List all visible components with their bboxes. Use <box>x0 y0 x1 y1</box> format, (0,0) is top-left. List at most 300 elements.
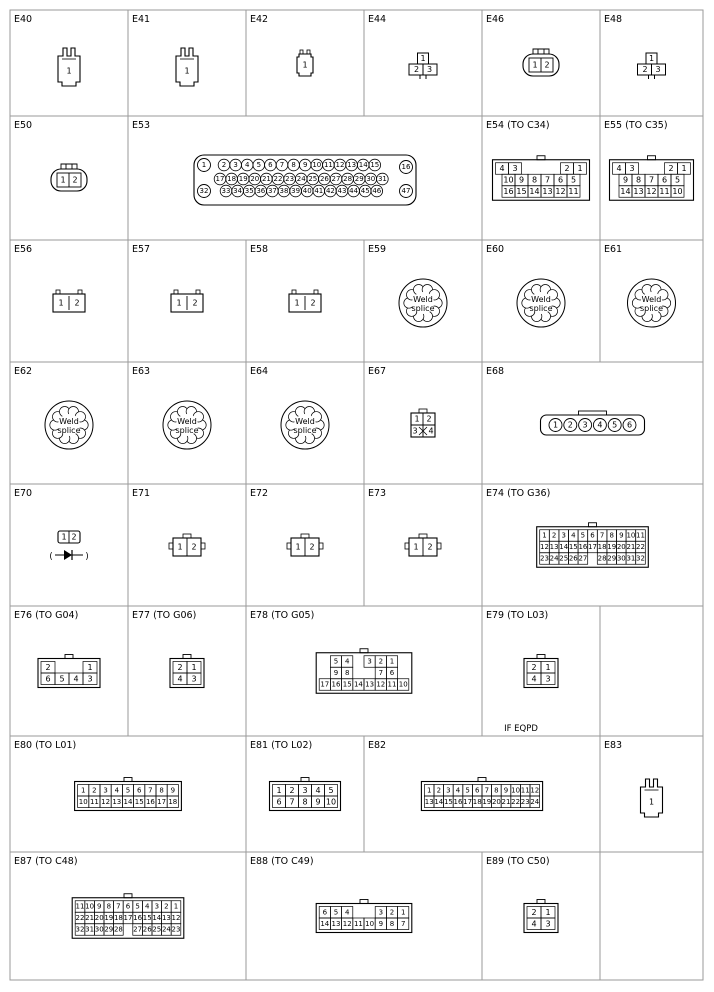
pin-label: 6 <box>276 797 282 807</box>
pin-label: 30 <box>616 554 626 563</box>
pin-label: 4 <box>616 164 622 173</box>
pin-label: 1 <box>87 662 93 672</box>
pin-label: 12 <box>171 914 181 922</box>
connector-id-label: E44 <box>368 14 387 25</box>
pin-label: 3 <box>545 674 551 684</box>
pin-label: 14 <box>353 680 363 689</box>
pin-label: 3 <box>446 786 451 795</box>
pin-label: 1 <box>577 164 583 173</box>
pin-label: 1 <box>420 54 426 63</box>
weld-text: Weld <box>177 417 197 426</box>
pin-label: 2 <box>71 532 77 542</box>
pin-label: 14 <box>123 797 133 806</box>
pin-label: 6 <box>136 786 142 795</box>
pin-label: 1 <box>545 907 551 917</box>
pin-label: 6 <box>125 902 131 911</box>
pin-label: 16 <box>145 797 155 806</box>
pin-label: 6 <box>322 908 328 917</box>
connector-id-label: E53 <box>132 120 151 131</box>
connector-id-label: E68 <box>486 366 505 377</box>
pin-label: 1 <box>184 66 190 76</box>
pin-label: 34 <box>233 187 243 195</box>
pin-label: 15 <box>516 187 527 196</box>
pin-label: 8 <box>635 175 642 185</box>
pin-label: 2 <box>531 662 537 672</box>
pin-label: 16 <box>331 680 341 689</box>
splice-text: splice <box>175 426 199 435</box>
pin-label: 3 <box>512 164 518 173</box>
pin-label: 13 <box>424 797 434 806</box>
pin-label: 5 <box>59 674 65 684</box>
pin-label: 12 <box>335 161 345 169</box>
pin-label: 1 <box>414 414 420 424</box>
connector-id-label: E58 <box>250 244 269 255</box>
pin-label: 10 <box>511 786 521 795</box>
pin-label: 2 <box>191 542 197 552</box>
connector-id-label: E77 (TO G06) <box>132 610 197 621</box>
connector-id-label: E76 (TO G04) <box>14 610 79 621</box>
pin-label: 40 <box>302 187 312 195</box>
pin-label: 9 <box>378 919 384 928</box>
pin-label: 14 <box>358 161 368 169</box>
pin-label: 11 <box>659 187 670 196</box>
pin-label: 2 <box>426 414 432 424</box>
pin-label: 18 <box>472 797 482 806</box>
pin-label: 1 <box>545 662 551 672</box>
splice-text: splice <box>529 304 553 313</box>
pin-label: 26 <box>142 925 152 934</box>
pin-label: 9 <box>518 175 525 185</box>
pin-label: 7 <box>289 797 295 807</box>
pin-label: 4 <box>315 785 321 795</box>
connector-id-label: E56 <box>14 244 33 255</box>
pin-label: 21 <box>261 175 271 183</box>
pin-label: 11 <box>89 797 99 806</box>
connector-id-label: E73 <box>368 488 387 499</box>
pin-label: 2 <box>192 298 198 308</box>
pin-label: 33 <box>221 187 231 195</box>
pin-label: 2 <box>413 65 420 74</box>
connector-id-label: E79 (TO L03) <box>486 610 549 621</box>
pin-label: 4 <box>499 164 505 173</box>
connector-id-label: E61 <box>604 244 623 255</box>
pin-label: 17 <box>588 543 597 551</box>
pin-label: 24 <box>530 797 540 806</box>
pin-label: 1 <box>58 298 64 308</box>
connector-id-label: E40 <box>14 14 33 25</box>
pin-label: 2 <box>531 907 537 917</box>
connector-id-label: E46 <box>486 14 505 25</box>
pin-label: 20 <box>616 543 626 551</box>
pin-label: 10 <box>312 161 322 169</box>
pin-label: 5 <box>570 175 577 185</box>
pin-label: 9 <box>96 902 102 911</box>
pin-label: 6 <box>389 669 395 677</box>
pin-label: 6 <box>661 175 668 185</box>
pin-label: 15 <box>142 914 152 922</box>
pin-label: 13 <box>633 187 644 196</box>
pin-label: 22 <box>273 175 283 183</box>
pin-label: 1 <box>61 532 67 542</box>
pin-label: 8 <box>302 797 308 807</box>
pin-label: 1 <box>295 542 301 552</box>
pin-label: 3 <box>233 161 238 169</box>
pin-label: 12 <box>101 797 111 806</box>
connector-id-label: E54 (TO C34) <box>486 120 550 131</box>
pin-label: 9 <box>622 175 629 185</box>
pin-label: 18 <box>168 797 178 806</box>
pin-label: 11 <box>353 919 363 928</box>
pin-label: 13 <box>542 187 553 196</box>
pin-label: 4 <box>597 420 603 430</box>
pin-label: 1 <box>302 60 308 70</box>
pin-label: 32 <box>75 925 85 934</box>
connector-id-label: E50 <box>14 120 33 131</box>
pin-label: 29 <box>104 925 114 934</box>
pin-label: 7 <box>148 786 153 795</box>
pin-label: 13 <box>365 680 375 689</box>
pin-label: 9 <box>170 786 176 795</box>
connector-id-label: E64 <box>250 366 269 377</box>
pin-label: 7 <box>279 161 285 169</box>
pin-label: 12 <box>376 680 386 689</box>
pin-label: 7 <box>484 786 490 795</box>
pin-label: 25 <box>559 554 569 563</box>
pin-label: 45 <box>360 187 370 195</box>
pin-label: 4 <box>177 674 183 684</box>
pin-label: 6 <box>557 175 564 185</box>
pin-label: 19 <box>607 543 617 551</box>
pin-label: 12 <box>530 786 540 795</box>
pin-label: 31 <box>377 175 387 183</box>
pin-label: 14 <box>434 797 444 806</box>
pin-label: 27 <box>578 554 588 563</box>
pin-label: 9 <box>302 161 308 169</box>
pin-label: 5 <box>328 785 334 795</box>
pin-label: 12 <box>646 187 657 196</box>
pin-label: 19 <box>238 175 248 183</box>
pin-label: 5 <box>674 175 681 185</box>
pin-label: 2 <box>72 175 78 185</box>
pin-label: 21 <box>501 797 511 806</box>
pin-label: 15 <box>568 543 578 551</box>
pin-label: 47 <box>401 187 411 195</box>
pin-label: 17 <box>215 175 225 183</box>
pin-label: 14 <box>152 914 162 922</box>
pin-label: 12 <box>540 543 549 551</box>
pin-label: 6 <box>626 420 633 430</box>
pin-label: 2 <box>551 531 557 540</box>
pin-label: 2 <box>221 161 227 169</box>
pin-label: 26 <box>319 175 329 183</box>
pin-label: 4 <box>114 786 120 795</box>
pin-label: 1 <box>191 662 197 672</box>
pin-label: 9 <box>333 669 339 677</box>
pin-label: 10 <box>672 187 683 196</box>
connector-id-label: E83 <box>604 740 623 751</box>
pin-label: 2 <box>310 298 316 308</box>
pin-label: 1 <box>176 298 182 308</box>
pin-label: 3 <box>582 420 588 430</box>
pin-label: 24 <box>161 925 171 934</box>
pin-label: 3 <box>412 426 418 436</box>
weld-text: Weld <box>413 295 433 304</box>
pin-label: 41 <box>314 187 324 195</box>
connector-id-label: E78 (TO G05) <box>250 610 315 621</box>
pin-label: 25 <box>308 175 318 183</box>
pin-label: 6 <box>474 786 480 795</box>
splice-text: splice <box>639 304 664 313</box>
connector-id-label: E71 <box>132 488 151 499</box>
pin-label: 15 <box>342 680 352 689</box>
pin-label: 22 <box>636 543 645 551</box>
pin-label: 22 <box>511 797 521 806</box>
pin-label: 10 <box>503 175 514 185</box>
pin-label: 5 <box>333 657 339 666</box>
splice-text: splice <box>293 426 317 435</box>
pin-label: 2 <box>378 657 384 666</box>
pin-label: 8 <box>494 786 499 795</box>
pin-label: 23 <box>520 797 530 806</box>
pin-label: 8 <box>159 786 164 795</box>
pin-label: 10 <box>78 797 88 806</box>
pin-label: 37 <box>267 187 277 195</box>
pin-label: 13 <box>347 161 357 169</box>
connector-id-label: E60 <box>486 244 505 255</box>
pin-label: 17 <box>123 914 133 922</box>
pin-label: 11 <box>323 161 333 169</box>
pin-label: 8 <box>531 175 538 185</box>
pin-label: 6 <box>45 674 51 684</box>
pin-label: 19 <box>482 797 492 806</box>
pin-label: 1 <box>80 786 86 795</box>
pin-label: 35 <box>244 187 254 195</box>
pin-label: 4 <box>428 426 434 436</box>
pin-label: 3 <box>378 908 384 917</box>
pin-label: 10 <box>365 919 375 928</box>
pin-label: 5 <box>612 420 618 430</box>
pin-label: 3 <box>302 785 308 795</box>
pin-label: 3 <box>103 786 108 795</box>
pin-label: 4 <box>244 161 250 169</box>
pin-label: 7 <box>599 531 605 540</box>
pin-label: 1 <box>426 786 432 795</box>
weld-text: Weld <box>531 295 551 304</box>
pin-label: 14 <box>320 919 330 928</box>
pin-label: 2 <box>309 542 315 552</box>
pin-label: 8 <box>609 531 614 540</box>
connector-id-label: E42 <box>250 14 269 25</box>
pin-label: 12 <box>555 187 566 196</box>
pin-label: 2 <box>45 662 51 672</box>
pin-label: 2 <box>642 65 648 74</box>
pin-label: 16 <box>133 914 143 922</box>
pin-label: 5 <box>256 161 262 169</box>
pin-label: 2 <box>564 164 570 173</box>
pin-label: 18 <box>227 175 237 183</box>
pin-label: 10 <box>626 531 636 540</box>
pin-label: 8 <box>106 902 112 911</box>
pin-label: 9 <box>619 531 624 540</box>
connector-id-label: E63 <box>132 366 151 377</box>
pin-label: 2 <box>164 902 169 911</box>
pin-label: 2 <box>177 662 183 672</box>
pin-label: 18 <box>597 543 607 551</box>
pin-label: 32 <box>199 187 209 195</box>
pin-label: 15 <box>134 797 144 806</box>
pin-label: 11 <box>636 531 645 540</box>
connector-id-label: E70 <box>14 488 33 499</box>
pin-label: 43 <box>337 187 347 195</box>
pin-label: 1 <box>532 60 538 70</box>
pin-label: 22 <box>75 914 85 922</box>
connector-id-label: E88 (TO C49) <box>250 856 314 867</box>
pin-label: 7 <box>378 669 384 677</box>
pin-label: 7 <box>116 902 121 911</box>
pin-label: 28 <box>597 554 607 563</box>
pin-label: 1 <box>66 66 72 76</box>
pin-label: 15 <box>443 797 453 806</box>
pin-label: 44 <box>349 187 359 195</box>
pin-label: 11 <box>75 902 85 911</box>
pin-label: 3 <box>426 65 433 74</box>
pin-label: 23 <box>285 175 295 183</box>
pin-label: 14 <box>529 187 540 196</box>
pin-label: 10 <box>325 797 337 807</box>
pin-label: 15 <box>370 161 380 169</box>
pin-label: 1 <box>400 908 406 917</box>
pin-label: 4 <box>73 674 79 684</box>
pin-label: 14 <box>559 543 569 551</box>
connector-id-label: E72 <box>250 488 269 499</box>
diode-paren-left: ( <box>49 552 53 562</box>
connector-id-label: E48 <box>604 14 623 25</box>
pin-label: 4 <box>144 902 150 911</box>
pin-label: 27 <box>331 175 341 183</box>
pin-label: 5 <box>580 531 586 540</box>
pin-label: 18 <box>113 914 123 922</box>
connector-id-label: E74 (TO G36) <box>486 488 551 499</box>
pin-label: 2 <box>668 164 674 173</box>
pin-label: 13 <box>549 543 559 551</box>
pin-label: 17 <box>157 797 167 806</box>
pin-label: 12 <box>342 919 352 928</box>
pin-label: 1 <box>648 797 655 807</box>
pin-label: 25 <box>152 925 162 934</box>
pin-label: 28 <box>113 925 123 934</box>
pin-label: 11 <box>520 786 530 795</box>
pin-label: 27 <box>133 925 143 934</box>
pin-label: 10 <box>398 680 408 689</box>
pin-label: 7 <box>544 175 551 185</box>
pin-label: 1 <box>173 902 179 911</box>
connector-id-label: E59 <box>368 244 387 255</box>
pin-label: 21 <box>626 543 636 551</box>
pin-label: 3 <box>561 531 566 540</box>
diode-paren-right: ) <box>85 552 89 562</box>
connector-id-label: E89 (TO C50) <box>486 856 550 867</box>
pin-label: 2 <box>436 786 442 795</box>
connector-id-label: E41 <box>132 14 151 25</box>
pin-label: 38 <box>279 187 289 195</box>
weld-text: Weld <box>295 417 315 426</box>
pin-label: 7 <box>648 175 655 185</box>
pin-label: 4 <box>344 657 350 666</box>
pin-label: 16 <box>503 187 514 196</box>
pin-label: 16 <box>401 163 411 171</box>
splice-text: splice <box>411 304 435 313</box>
weld-text: Weld <box>641 295 662 304</box>
connector-id-label: E57 <box>132 244 151 255</box>
connector-id-label: E55 (TO C35) <box>604 120 668 131</box>
pin-label: 13 <box>331 919 341 928</box>
pin-label: 6 <box>268 161 273 169</box>
pin-label: 1 <box>681 164 687 173</box>
pin-label: 46 <box>372 187 382 195</box>
pin-label: 3 <box>87 674 93 684</box>
pin-label: 9 <box>315 797 321 807</box>
pin-label: 30 <box>94 925 104 934</box>
pin-label: 10 <box>85 902 95 911</box>
pin-label: 13 <box>161 914 171 922</box>
pin-label: 2 <box>544 60 550 70</box>
pin-label: 11 <box>568 187 579 196</box>
pin-label: 8 <box>389 919 395 928</box>
pin-label: 3 <box>655 65 661 74</box>
pin-label: 30 <box>366 175 376 183</box>
pin-label: 2 <box>74 298 80 308</box>
pin-label: 11 <box>387 680 397 689</box>
connector-note: IF EQPD <box>504 724 538 734</box>
pin-label: 6 <box>590 531 595 540</box>
connector-id-label: E67 <box>368 366 387 377</box>
pin-label: 24 <box>549 554 559 563</box>
connector-id-label: E80 (TO L01) <box>14 740 77 751</box>
pin-label: 4 <box>531 919 537 929</box>
pin-label: 3 <box>629 164 635 173</box>
pin-label: 20 <box>94 914 104 922</box>
pin-label: 23 <box>540 554 549 563</box>
pin-label: 5 <box>125 786 131 795</box>
pin-label: 8 <box>291 161 296 169</box>
pin-label: 24 <box>296 175 306 183</box>
pin-label: 8 <box>344 669 350 677</box>
pin-label: 19 <box>104 914 114 922</box>
connector-id-label: E82 <box>368 740 387 751</box>
pin-label: 28 <box>343 175 353 183</box>
pin-label: 31 <box>626 554 636 563</box>
pin-label: 17 <box>320 680 330 689</box>
pin-label: 1 <box>413 542 419 552</box>
weld-text: Weld <box>59 417 79 426</box>
pin-label: 2 <box>289 785 295 795</box>
pin-label: 2 <box>389 908 395 917</box>
pin-label: 36 <box>256 187 266 195</box>
pin-label: 1 <box>60 175 66 185</box>
pin-label: 31 <box>85 925 95 934</box>
pin-label: 1 <box>542 531 547 540</box>
pin-label: 1 <box>648 54 655 63</box>
pin-label: 7 <box>400 919 406 928</box>
pin-label: 3 <box>191 674 197 684</box>
connector-id-label: E87 (TO C48) <box>14 856 78 867</box>
splice-text: splice <box>57 426 81 435</box>
pin-label: 3 <box>367 657 372 666</box>
pin-label: 1 <box>276 785 282 795</box>
pin-label: 5 <box>333 908 339 917</box>
pin-label: 3 <box>545 919 551 929</box>
pin-label: 4 <box>531 674 537 684</box>
